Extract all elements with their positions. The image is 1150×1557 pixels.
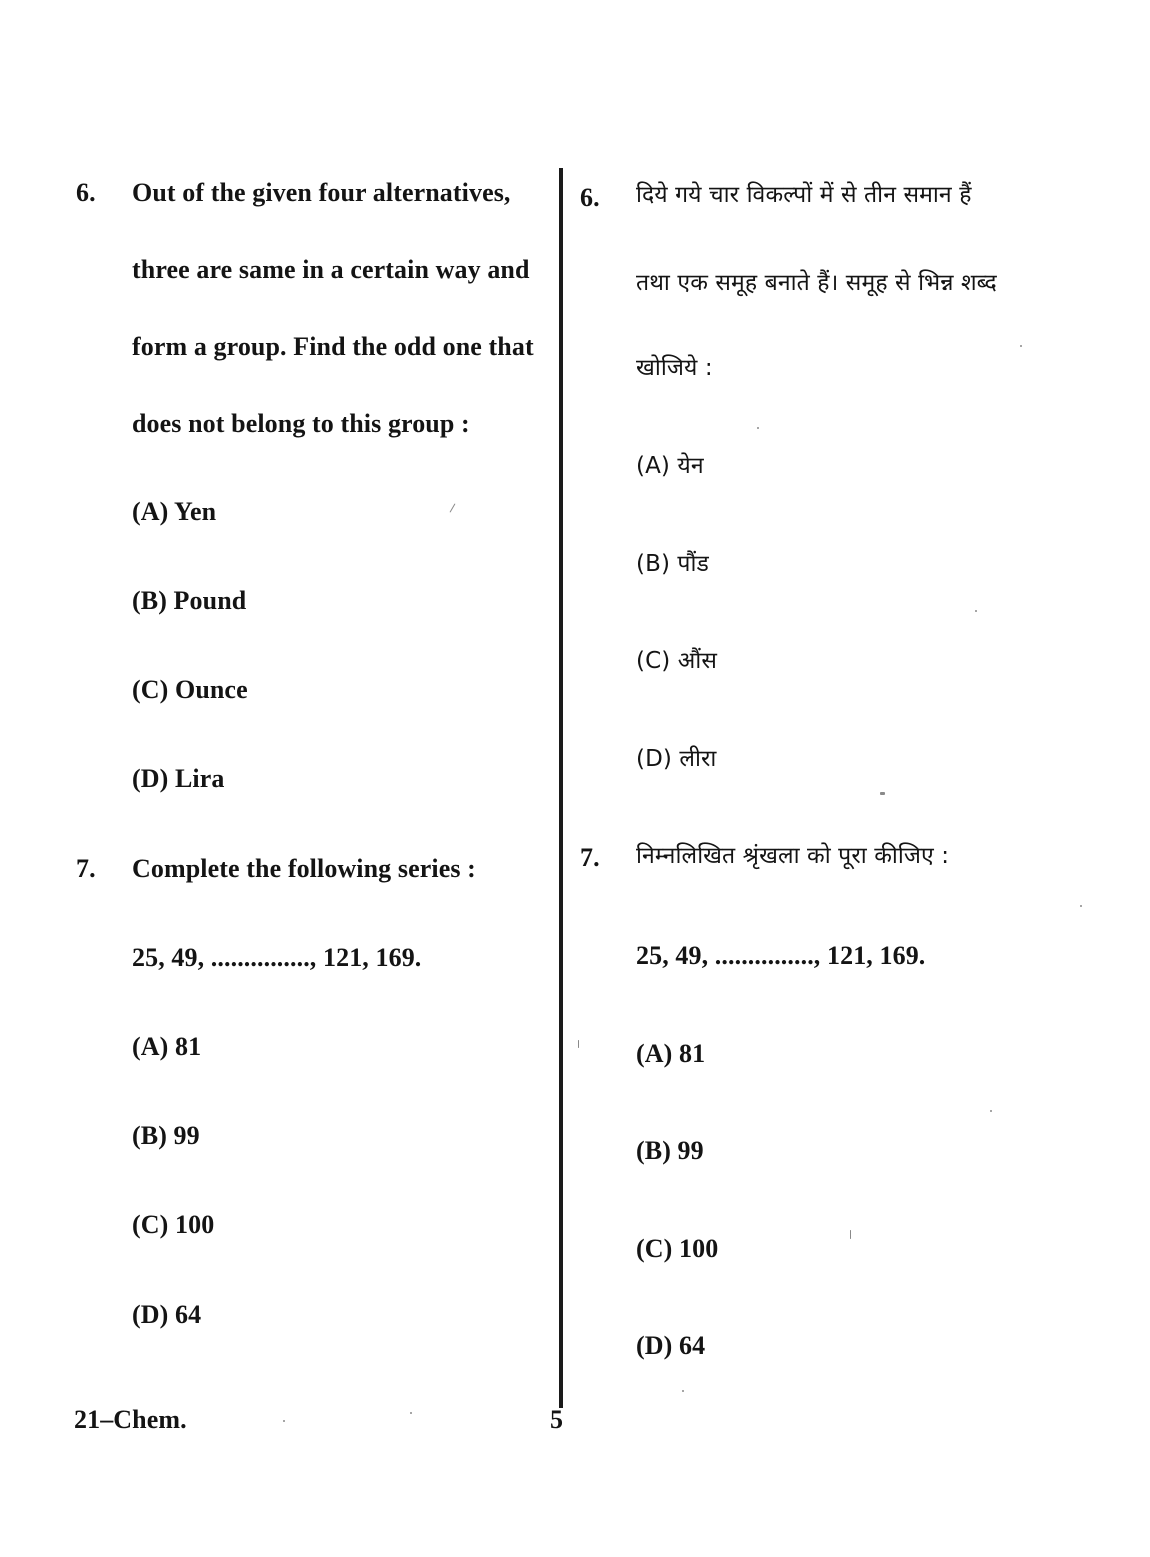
left-q7-option-a: (A) 81 xyxy=(132,1032,202,1061)
left-q7-option-b: (B) 99 xyxy=(132,1121,200,1150)
right-q6-option-c: (C) औंस xyxy=(636,648,717,674)
right-q7-option-a: (A) 81 xyxy=(636,1039,706,1068)
scan-speck xyxy=(1080,905,1082,907)
left-q6-line-1: Out of the given four alternatives, xyxy=(132,178,511,207)
right-q6-line-2: तथा एक समूह बनाते हैं। समूह से भिन्न शब्द xyxy=(636,270,997,296)
scan-speck xyxy=(990,1110,992,1112)
right-q6-line-1: दिये गये चार विकल्पों में से तीन समान हैं xyxy=(636,182,972,208)
left-q6-number: 6. xyxy=(76,178,96,207)
scan-speck xyxy=(850,1230,851,1239)
left-q7-number: 7. xyxy=(76,854,96,883)
right-q6-option-b: (B) पौंड xyxy=(636,551,709,577)
left-q6-line-3: form a group. Find the odd one that xyxy=(132,332,534,361)
left-q7-option-d: (D) 64 xyxy=(132,1300,202,1329)
scan-speck xyxy=(975,610,977,612)
right-q6-number: 6. xyxy=(580,183,600,212)
left-q7-question: Complete the following series : xyxy=(132,854,476,883)
left-q6-option-d: (D) Lira xyxy=(132,764,225,793)
right-q6-option-a: (A) येन xyxy=(636,453,704,479)
left-q7-series: 25, 49, ..............., 121, 169. xyxy=(132,943,422,972)
column-divider xyxy=(559,168,563,1408)
left-q6-line-4: does not belong to this group : xyxy=(132,409,470,438)
scan-speck xyxy=(880,792,885,795)
scan-speck xyxy=(682,1390,684,1392)
scan-speck xyxy=(450,503,456,512)
scan-speck xyxy=(578,1040,579,1048)
right-q7-option-d: (D) 64 xyxy=(636,1331,706,1360)
left-q6-line-2: three are same in a certain way and xyxy=(132,255,530,284)
left-q6-option-b: (B) Pound xyxy=(132,586,247,615)
footer-paper-code: 21–Chem. xyxy=(74,1405,187,1434)
scan-speck xyxy=(757,427,759,429)
left-q7-option-c: (C) 100 xyxy=(132,1210,215,1239)
left-q6-option-c: (C) Ounce xyxy=(132,675,248,704)
right-q7-question: निम्नलिखित श्रृंखला को पूरा कीजिए : xyxy=(636,843,950,869)
right-q7-number: 7. xyxy=(580,843,600,872)
footer-page-number: 5 xyxy=(550,1405,564,1434)
scan-speck xyxy=(283,1420,285,1422)
right-q7-option-b: (B) 99 xyxy=(636,1136,704,1165)
right-q7-option-c: (C) 100 xyxy=(636,1234,719,1263)
right-q6-option-d: (D) लीरा xyxy=(636,746,717,772)
right-q6-line-3: खोजिये : xyxy=(636,355,713,381)
right-q7-series: 25, 49, ..............., 121, 169. xyxy=(636,941,926,970)
scan-speck xyxy=(1020,345,1022,347)
left-q6-option-a: (A) Yen xyxy=(132,497,217,526)
scan-speck xyxy=(410,1412,412,1414)
